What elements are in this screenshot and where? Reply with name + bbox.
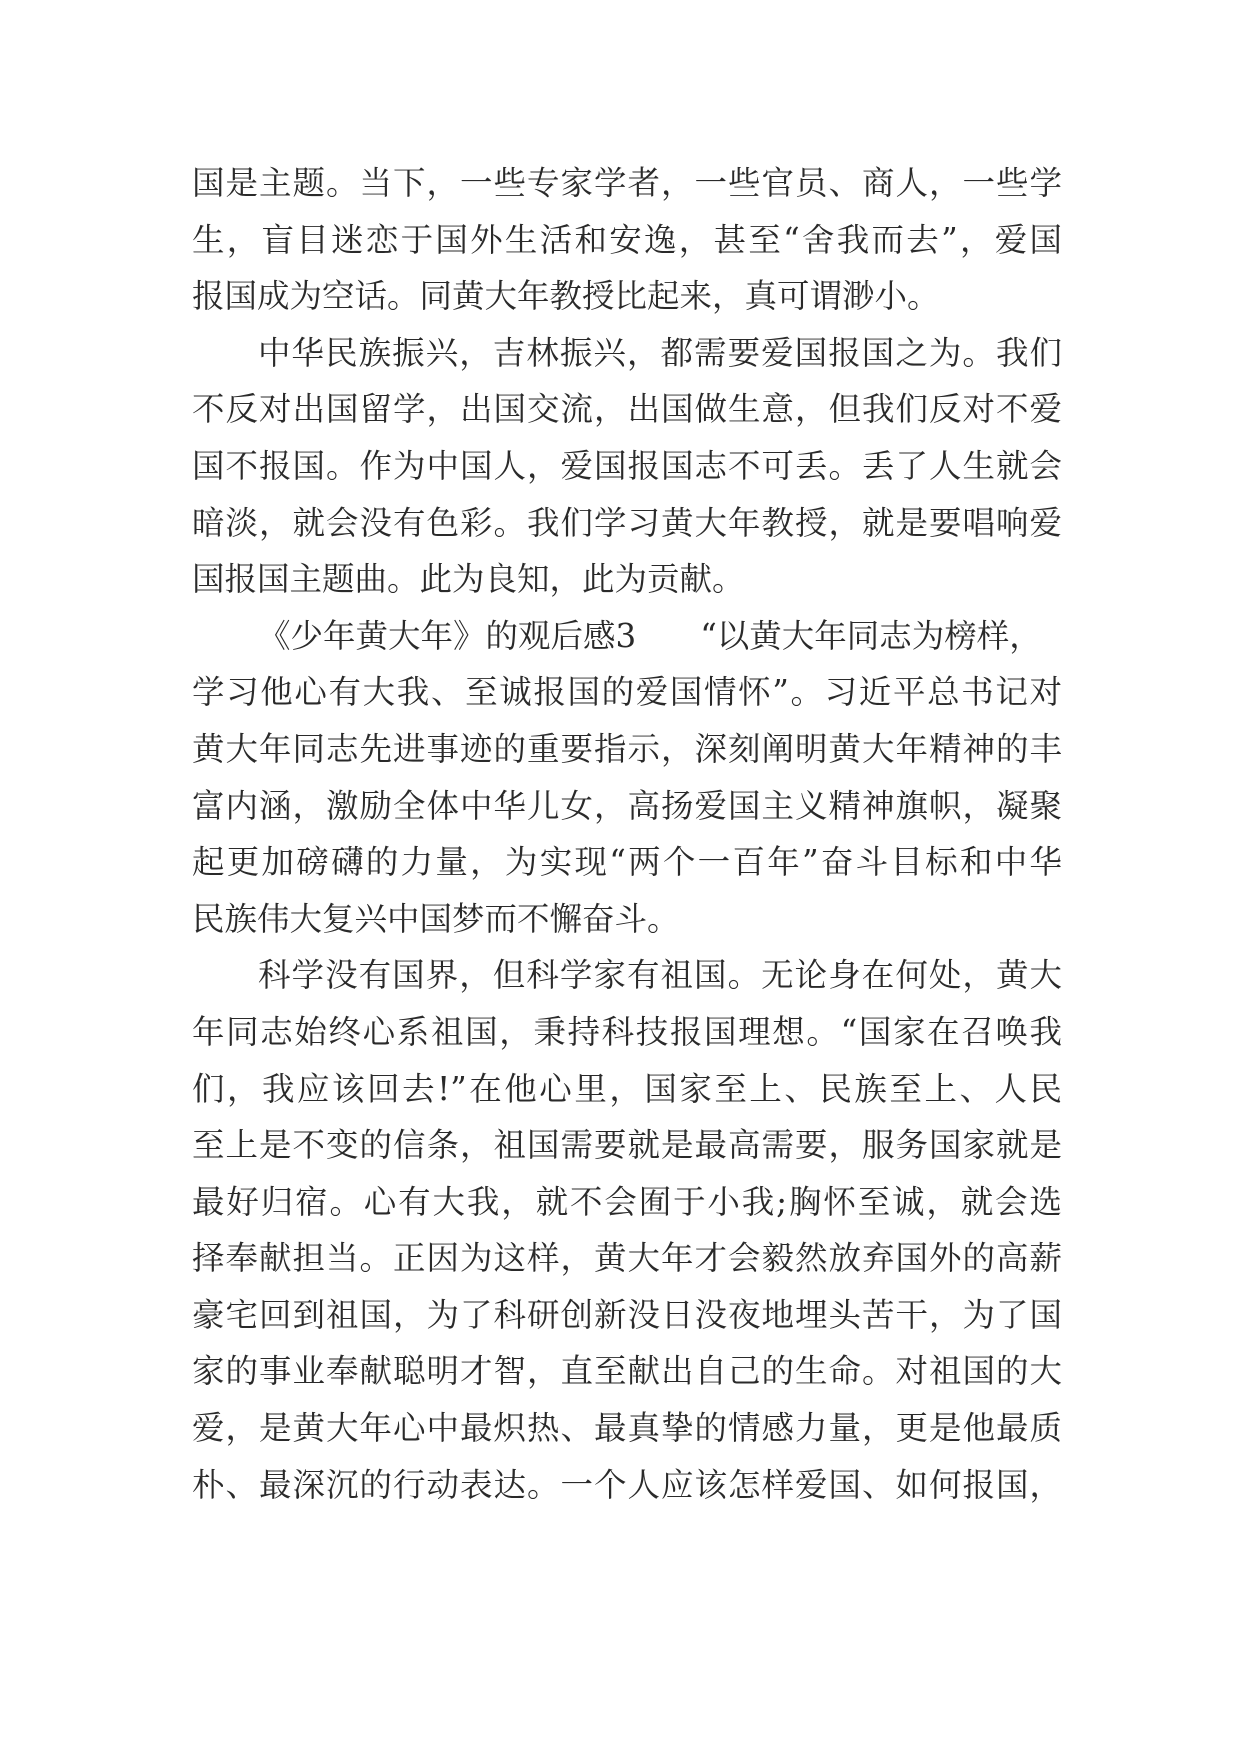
text-line: 择奉献担当。正因为这样，黄大年才会毅然放弃国外的高薪 — [192, 1239, 1062, 1278]
text-line: 豪宅回到祖国，为了科研创新没日没夜地埋头苦干，为了国 — [192, 1295, 1062, 1334]
text-line: 民族伟大复兴中国梦而不懈奋斗。 — [192, 899, 680, 938]
text-line: 暗淡，就会没有色彩。我们学习黄大年教授，就是要唱响爱 — [192, 503, 1062, 542]
section-heading-line — [192, 608, 1062, 665]
text-line: 家的事业奉献聪明才智，直至献出自己的生命。对祖国的大 — [192, 1352, 1062, 1391]
text-line: 报国成为空话。同黄大年教授比起来，真可谓渺小。 — [192, 277, 940, 316]
text-line: 起更加磅礴的力量，为实现“两个一百年”奋斗目标和中华 — [192, 843, 1062, 882]
body-text — [192, 155, 1062, 1513]
text-line: 学习他心有大我、至诚报国的爱国情怀”。习近平总书记对 — [192, 673, 1062, 712]
quote-opening: “以黄大年同志为榜样， — [700, 616, 1042, 655]
text-line: 们，我应该回去!”在他心里，国家至上、民族至上、人民 — [192, 1069, 1062, 1108]
text-line: 朴、最深沉的行动表达。一个人应该怎样爱国、如何报国， — [192, 1465, 1062, 1504]
text-line: 黄大年同志先进事迹的重要指示，深刻阐明黄大年精神的丰 — [192, 729, 1062, 768]
text-line: 富内涵，激励全体中华儿女，高扬爱国主义精神旗帜，凝聚 — [192, 786, 1062, 825]
paragraph-first-line: 科学没有国界，但科学家有祖国。无论身在何处，黄大 — [258, 956, 1062, 995]
text-line: 至上是不变的信条，祖国需要就是最高需要，服务国家就是 — [192, 1126, 1062, 1165]
section-title: 《少年黄大年》的观后感3 — [258, 616, 637, 655]
text-line: 国报国主题曲。此为良知，此为贡献。 — [192, 560, 745, 599]
text-line: 最好归宿。心有大我，就不会囿于小我;胸怀至诚，就会选 — [192, 1182, 1062, 1221]
text-line: 不反对出国留学，出国交流，出国做生意，但我们反对不爱 — [192, 390, 1062, 429]
paragraph-first-line: 中华民族振兴，吉林振兴，都需要爱国报国之为。我们 — [258, 333, 1062, 372]
text-line: 爱，是黄大年心中最炽热、最真挚的情感力量，更是他最质 — [192, 1409, 1062, 1448]
text-line: 国是主题。当下，一些专家学者，一些官员、商人，一些学 — [192, 164, 1062, 202]
text-line: 年同志始终心系祖国，秉持科技报国理想。“国家在召唤我 — [192, 1012, 1062, 1051]
text-line: 国不报国。作为中国人，爱国报国志不可丢。丢了人生就会 — [192, 446, 1062, 485]
text-line: 生，盲目迷恋于国外生活和安逸，甚至“舍我而去”，爱国 — [192, 220, 1062, 259]
